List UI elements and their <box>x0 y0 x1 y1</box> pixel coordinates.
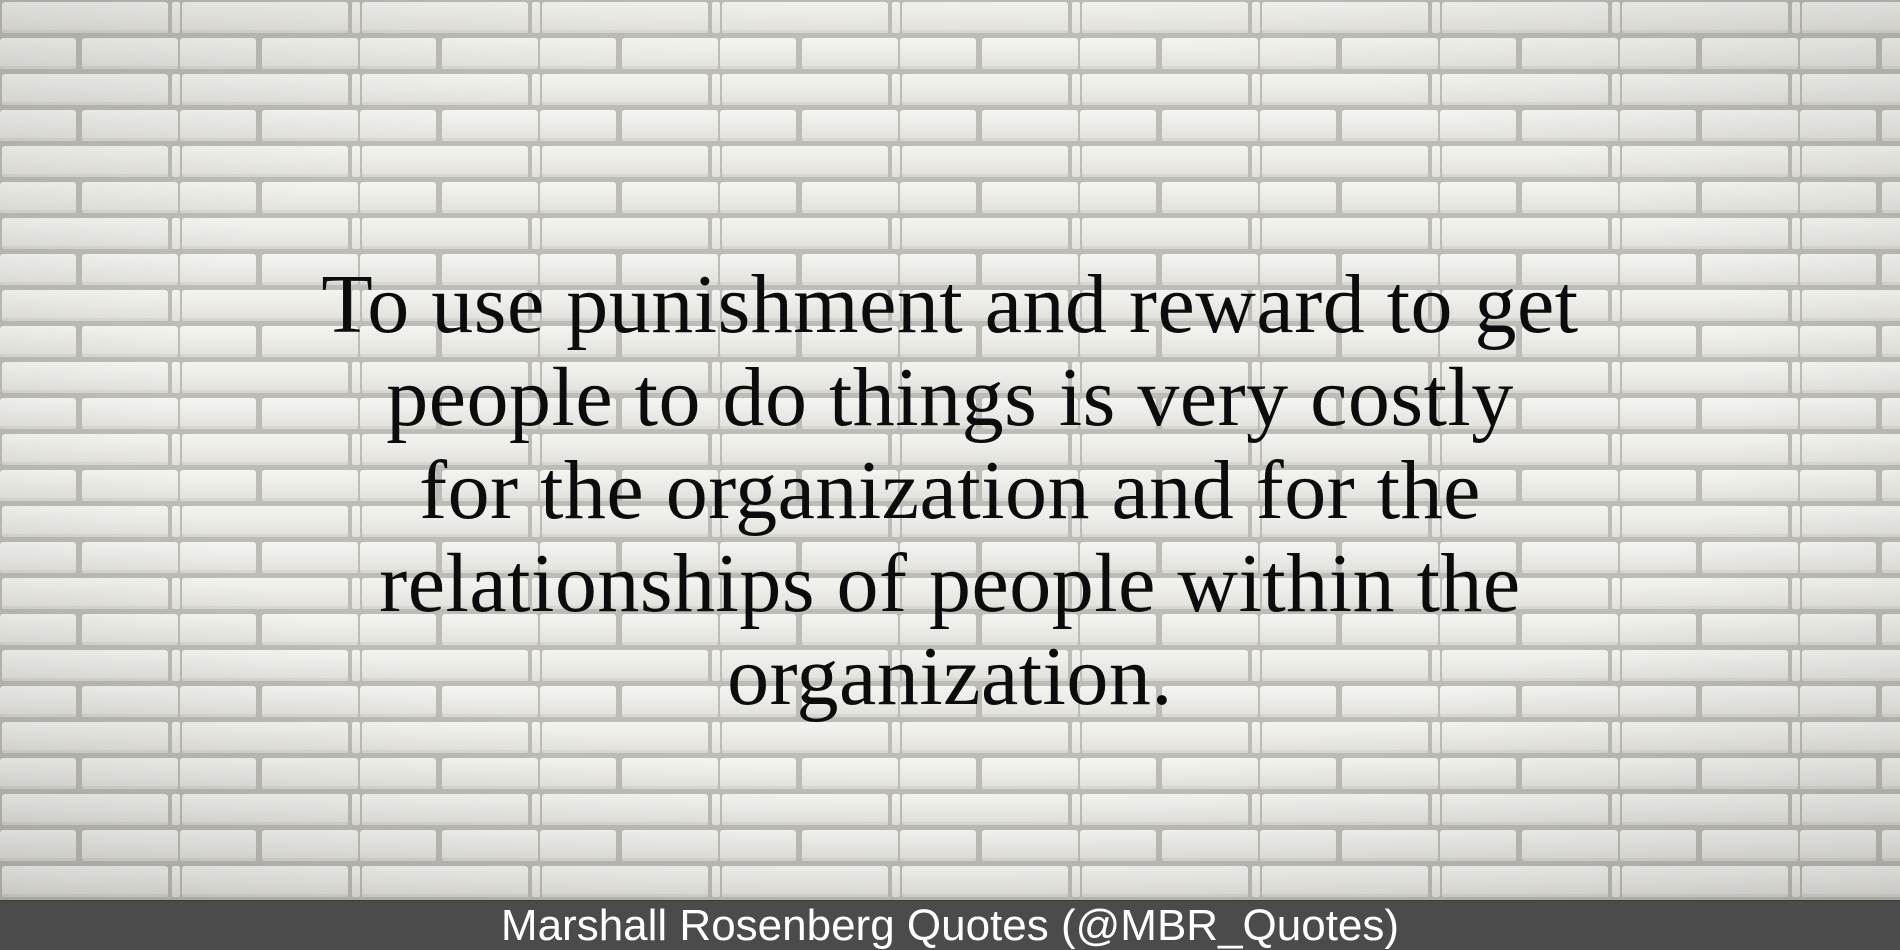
quote-line: people to do things is very costly <box>386 351 1514 444</box>
attribution-footer <box>0 900 1900 950</box>
quote-line: for the organization and for the <box>419 444 1481 537</box>
quote-line: To use punishment and reward to get <box>321 258 1579 351</box>
quote-line: organization. <box>727 630 1173 723</box>
quote-text <box>180 258 1720 723</box>
quote-line: relationships of people within the <box>379 537 1521 630</box>
attribution-text: Marshall Rosenberg Quotes (@MBR_Quotes) <box>500 901 1400 950</box>
